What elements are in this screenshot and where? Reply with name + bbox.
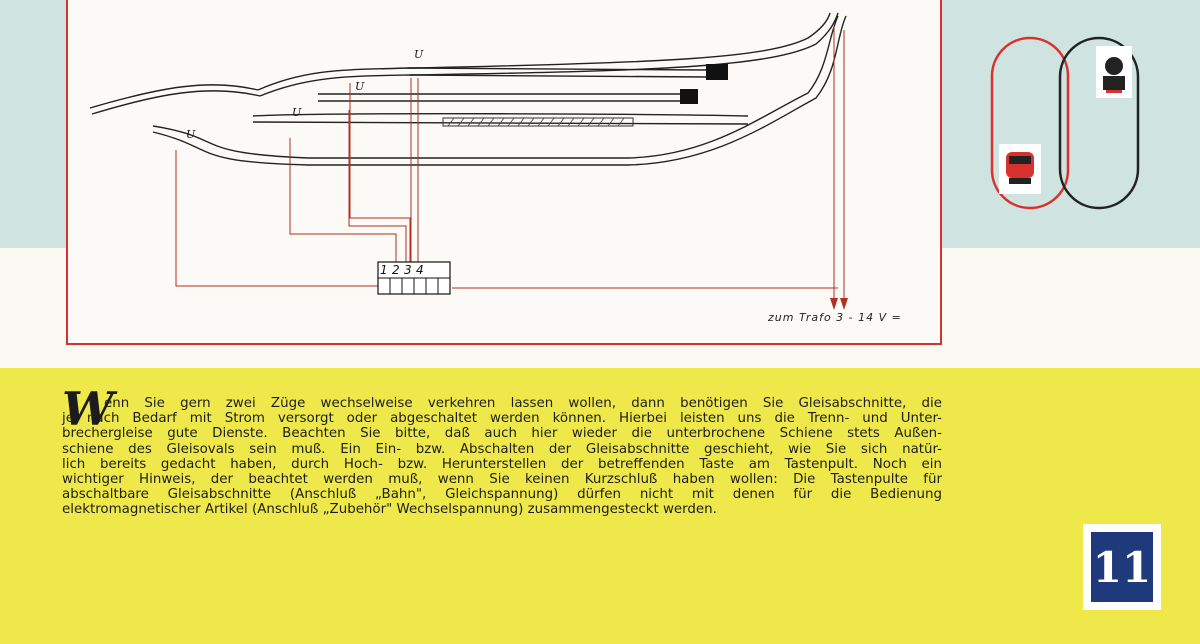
- text-line-7: abschaltbare Gleisabschnitte (Anschluß „Bahn", Gleichspannung) dürfen nicht mit denen für die Bedienung: [62, 487, 942, 503]
- lower-loop-track: [153, 16, 838, 158]
- u-label-top: U: [414, 48, 424, 61]
- transformer-label: zum Trafo 3 - 14 V =: [768, 311, 902, 324]
- page-number: 11: [1091, 532, 1153, 602]
- terminal-number-2: 2: [392, 263, 400, 277]
- wire-3: [349, 110, 406, 266]
- text-line-4: schiene des Gleisovals sein muß. Ein Ein- bzw. Abschalten der Gleisabschnitte geschieht, wie Sie sich natür-: [62, 441, 942, 457]
- left-entry-track: [90, 85, 258, 108]
- text-line-8: elektromagnetischer Artikel (Anschluß „Zubehör" Wechselspannung) zusammengesteckt werden.: [62, 502, 717, 518]
- two-train-ovals-illustration: [985, 28, 1155, 214]
- terminal-number-4: 4: [416, 263, 424, 277]
- text-line-5: lich bereits gedacht haben, durch Hoch- bzw. Herunterstellen der betreffenden Taste am Tastenpult. Noch ein: [62, 456, 942, 472]
- terminal-number-3: 3: [404, 263, 412, 277]
- text-line-3: brechergleise gute Dienste. Beachten Sie bitte, daß auch hier wieder die unterbrochene Schiene stets Außen-: [62, 426, 942, 442]
- terminal-number-1: 1: [380, 263, 388, 277]
- bumper-upper: [706, 64, 728, 80]
- track-wiring-diagram: [66, 0, 942, 345]
- wire-2: [290, 138, 396, 266]
- text-line-6: wichtiger Hinweis, der beachtet werden muß, wenn Sie keinen Kurzschluß haben wollen: Die Tastenpulte für: [62, 472, 942, 488]
- right-curve-track: [408, 13, 830, 68]
- text-line-1: enn Sie gern zwei Züge wechselweise verkehren lassen wollen, dann benötigen Sie Gleisabschnitte, die: [104, 396, 942, 411]
- u-label-middle: U: [292, 106, 302, 119]
- page-number-badge: [1083, 524, 1161, 610]
- u-label-lower: U: [186, 128, 196, 141]
- body-paragraph: [62, 396, 942, 518]
- text-line-2: je nach Bedarf mit Strom versorgt oder abgeschaltet werden können. Hierbei leisten uns die Trenn- und Unter-: [62, 411, 942, 427]
- drop-cap-letter: W: [62, 382, 114, 436]
- track-layout-drawing: [68, 0, 944, 345]
- through-track: [253, 114, 748, 116]
- u-label-upper: U: [355, 80, 365, 93]
- bumper-middle: [680, 89, 698, 104]
